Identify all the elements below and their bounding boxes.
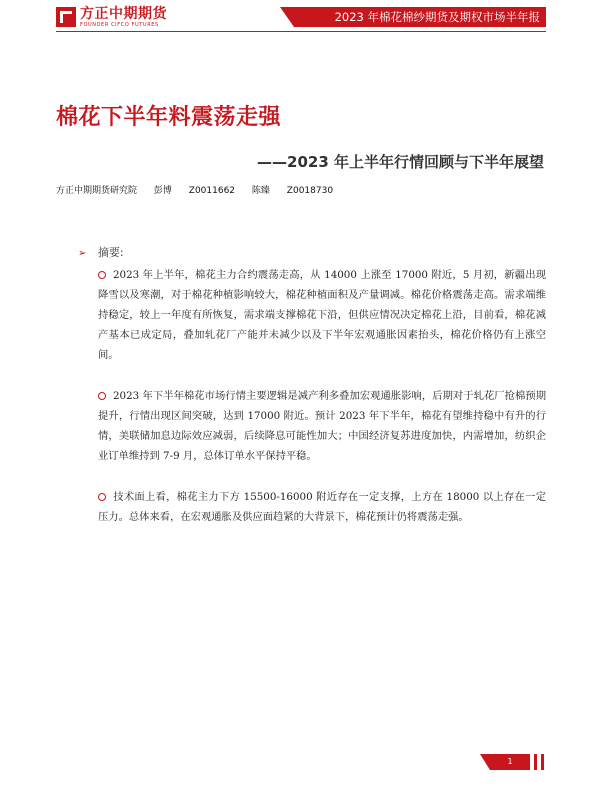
paragraph-text: 2023 年下半年棉花市场行情主要逻辑是减产利多叠加宏观通胀影响，后期对于轧花厂抢棉预期提升，行情出现区间突破，达到 17000 附近。预计 2023 年下半年，棉花有望维持稳中有升的行情，美联储加息边际效应减弱，后续降息可能性加大；中国经济复苏进度加快，内需增加，纺织企业订单维持到 7-9 月，总体订单水平保持平稳。: [98, 390, 546, 462]
document-subtitle: ——2023 年上半年行情回顾与下半年展望: [257, 153, 544, 171]
footer-stripe: [534, 754, 537, 770]
logo-mark-icon: [56, 7, 76, 27]
abstract-paragraph: [98, 487, 546, 527]
page-number-tab: [490, 754, 530, 770]
paragraph-text: 技术面上看，棉花主力下方 15500-16000 附近存在一定支撑，上方在 18000 以上存在一定压力。总体来看，在宏观通胀及供应面趋紧的大背景下，棉花预计仍将震荡走强。: [98, 491, 546, 523]
document-title: 棉花下半年料震荡走强: [56, 105, 282, 130]
abstract-paragraph: [98, 386, 546, 466]
abstract-section: [78, 244, 546, 527]
report-title-banner: 2023 年棉花棉纱期货及期权市场半年报: [294, 7, 546, 27]
circle-bullet-icon: [98, 271, 106, 279]
abstract-heading: [78, 244, 546, 258]
abstract-paragraph: [98, 265, 546, 365]
footer-stripe: [541, 754, 544, 770]
author-id: Z0011662: [188, 186, 236, 196]
page-header: [0, 0, 600, 34]
author-org: 方正中期期货研究院: [56, 186, 138, 196]
logo-name-en: FOUNDER CIFCO FUTURES: [80, 21, 159, 28]
company-logo: [56, 4, 167, 30]
paragraph-text: 2023 年上半年，棉花主力合约震荡走高，从 14000 上涨至 17000 附近，5 月初，新疆出现降雪以及寒潮，对于棉花种植影响较大，棉花种植面积及产量调减。棉花价格震荡走高。需求端维持稳定，较上一年度有所恢复，需求端支撑棉花下沿，但供应情况决定棉花上沿，目前看，棉花减产基本已成定局，叠加轧花厂产能并未减少以及下半年宏观通胀因素抬头，棉花价格仍有上涨空间。: [98, 269, 546, 361]
author-name: 陈臻: [251, 186, 270, 196]
author-name: 彭博: [153, 186, 172, 196]
page-number: 1: [507, 757, 513, 766]
circle-bullet-icon: [98, 493, 106, 501]
author-line: [56, 183, 347, 196]
abstract-label: 摘要:: [97, 246, 124, 259]
logo-name-cn: 方正中期期货: [80, 5, 167, 22]
header-divider: [56, 31, 546, 32]
arrow-right-icon: ➢: [78, 248, 87, 259]
circle-bullet-icon: [98, 392, 106, 400]
author-id: Z0018730: [286, 186, 334, 196]
